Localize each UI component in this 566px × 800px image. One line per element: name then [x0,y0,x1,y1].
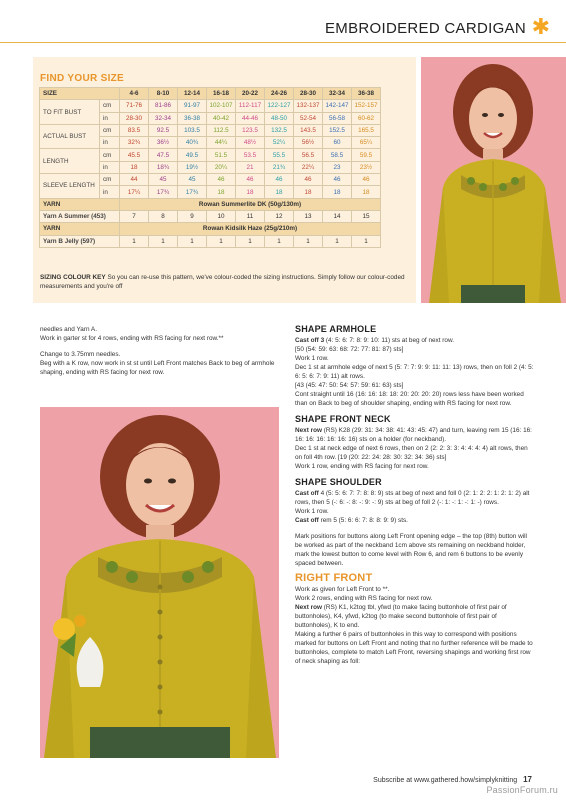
sizing-colour-key [40,273,412,291]
measurement-label: SLEEVE LENGTH [40,174,100,199]
page-footer [373,775,532,784]
size-header-cell: 24-26 [265,88,294,100]
left-column [40,325,278,384]
yarn-label: YARN [40,198,120,210]
measurement-value: 18 [120,161,149,173]
size-table-heading: FIND YOUR SIZE [40,73,125,84]
measurement-value: 142-147 [323,100,352,112]
measurement-value: 165.5 [352,124,381,136]
measurement-value: 53.5 [236,149,265,161]
size-header-cell: 12-14 [178,88,207,100]
yarn-quantity: 8 [149,210,178,222]
measurement-value: 102-107 [207,100,236,112]
page-section-title: EMBROIDERED CARDIGAN [324,20,526,37]
yarn-quantity: 12 [265,210,294,222]
size-header-cell: 4-6 [120,88,149,100]
yarn-quantity: 1 [323,235,352,247]
star-icon: ✱ [531,14,550,39]
unit-cell: cm [100,174,120,186]
measurement-value: 58.5 [323,149,352,161]
key-text: So you can re-use this pattern, we've colour-coded the sizing instructions. Simply follow our colour-coded measurements and you're off [40,274,405,290]
measurement-value: 36½ [149,137,178,149]
measurement-value: 56.5 [294,149,323,161]
measurement-value: 32-34 [149,112,178,124]
size-header-cell: 20-22 [236,88,265,100]
right-front-heading: RIGHT FRONT [295,572,373,584]
measurement-value: 83.5 [120,124,149,136]
neck-step-1: Next row (RS) K28 (29: 31: 34: 38: 41: 43: 45: 47) and turn, leaving rem 15 (16: 16: 16: 16: 16: 16: 16: 16) sts on a holder (for neckband). [295,427,532,443]
measurement-value: 18 [294,186,323,198]
measurement-label: TO FIT BUST [40,100,100,125]
yarn-name: Rowan Summerlite DK (50g/130m) [120,198,381,210]
bottom-photo [40,407,279,758]
measurement-value: 49.5 [178,149,207,161]
unit-cell: in [100,137,120,149]
left-para-3: Change to 3.75mm needles. [40,351,121,358]
unit-cell: cm [100,149,120,161]
key-label: SIZING COLOUR KEY [40,274,106,281]
left-para-4: Beg with a K row, now work in st st until Left Front matches Back to beg of armhole shaping, ending with RS facing for next row. [40,360,275,376]
measurement-value: 52¼ [265,137,294,149]
armhole-step-6: Cont straight until 16 (16: 16: 18: 18: 20: 20: 20: 20) rows less have been worked than on Back to beg of shoulder shaping, ending with RS facing for next row. [295,391,524,407]
size-header-row [40,88,381,100]
measurement-value: 23½ [352,161,381,173]
measurement-value: 17¾ [178,186,207,198]
measurement-value: 47.5 [149,149,178,161]
yarn-quantity: 1 [236,235,265,247]
yarn-quantity: 11 [236,210,265,222]
measurement-value: 51.5 [207,149,236,161]
measurement-value: 48½ [236,137,265,149]
measurement-value: 21¾ [265,161,294,173]
measurement-value: 55.5 [265,149,294,161]
yarn-quantity: 1 [207,235,236,247]
measurement-value: 45 [149,174,178,186]
measurement-value: 44 [120,174,149,186]
measurement-value: 91-97 [178,100,207,112]
yarn-quantity: 9 [178,210,207,222]
measurement-value: 46 [352,174,381,186]
yarn-quantity: 7 [120,210,149,222]
measurement-value: 46 [294,174,323,186]
right-column [295,325,535,666]
neck-step-2: Dec 1 st at neck edge of next 6 rows, then on 2 (2: 2: 3: 3: 4: 4: 4: 4) alt rows, then on foll 4th row. [19 (20: 22: 24: 28: 30: 32: 34: 36) sts] [295,445,528,461]
measurement-value: 152-157 [352,100,381,112]
measurement-value: 40¾ [178,137,207,149]
left-para-1: needles and Yarn A. [40,326,97,333]
measurement-value: 36-38 [178,112,207,124]
measurement-value: 52-54 [294,112,323,124]
woman-in-cardigan-illustration [421,57,566,303]
unit-cell: in [100,161,120,173]
measurement-value: 32¾ [120,137,149,149]
yarn-header-row [40,198,381,210]
measurement-value: 18¾ [149,161,178,173]
neck-step-3: Work 1 row, ending with RS facing for next row. [295,463,429,470]
size-header-cell: 16-18 [207,88,236,100]
measurement-value: 22¼ [294,161,323,173]
measurement-value: 103.5 [178,124,207,136]
measurement-value: 45 [178,174,207,186]
shoulder-step-2: Work 1 row. [295,508,329,515]
unit-cell: in [100,186,120,198]
measurement-row [40,149,381,161]
yarn-quantity: 1 [265,235,294,247]
measurement-value: 18 [265,186,294,198]
size-header-cell: 36-38 [352,88,381,100]
yarn-quantity: 1 [294,235,323,247]
measurement-value: 44¼ [207,137,236,149]
yarn-quantity: 1 [149,235,178,247]
measurement-value: 40-42 [207,112,236,124]
measurement-value: 28-30 [120,112,149,124]
yarn-quantity: 13 [294,210,323,222]
yarn-quantity: 10 [207,210,236,222]
measurement-value: 46 [236,174,265,186]
right-front-step-2: Work 2 rows, ending with RS facing for next row. [295,595,433,602]
yarn-quantity: 1 [120,235,149,247]
shape-front-neck-heading: SHAPE FRONT NECK [295,414,391,424]
size-label-cell: SIZE [40,88,120,100]
yarn-name: Rowan Kidsilk Haze (25g/210m) [120,223,381,235]
armhole-step-1: Cast off 3 (4: 5: 6: 7: 8: 9: 10: 11) sts at beg of next row. [295,337,455,344]
armhole-step-5: [43 (45: 47: 50: 54: 57: 59: 61: 63) sts] [295,382,404,389]
measurement-value: 92.5 [149,124,178,136]
measurement-value: 81-86 [149,100,178,112]
size-table [39,87,381,248]
button-positions: Mark positions for buttons along Left Front opening edge – the top (8th) button will be worked as part of the neckband 1cm above sts remaining on neckband holder, mark the lowest button to come level with Row 6, and rem 6 buttons to be evenly spaced between. [295,533,527,567]
measurement-value: 17¾ [149,186,178,198]
yarn-header-row [40,223,381,235]
measurement-value: 132.5 [265,124,294,136]
shape-shoulder-heading: SHAPE SHOULDER [295,477,382,487]
measurement-value: 60 [323,137,352,149]
armhole-step-4: Dec 1 st at armhole edge of next 5 (5: 7: 7: 9: 9: 11: 11: 13) rows, then on foll 2 (4: 5: 6: 5: 6: 7: 9: 11) alt rows. [295,364,534,380]
yarn-quantity-row [40,210,381,222]
measurement-value: 18 [236,186,265,198]
measurement-row [40,100,381,112]
right-front-step-4: Making a further 6 pairs of buttonholes in this way to correspond with positions marked for buttons on Left Front and noting that no further reference will be made to buttonholes, complete to match Left Front, reversing shapings and working first row of neck shaping as foll: [295,631,533,665]
measurement-label: ACTUAL BUST [40,124,100,149]
measurement-value: 122-127 [265,100,294,112]
measurement-value: 46 [323,174,352,186]
measurement-value: 56½ [294,137,323,149]
unit-cell: cm [100,100,120,112]
unit-cell: in [100,112,120,124]
yarn-label: YARN [40,223,120,235]
header-divider [0,42,566,43]
measurement-value: 18 [323,186,352,198]
measurement-value: 19½ [178,161,207,173]
size-header-cell: 8-10 [149,88,178,100]
watermark: PassionForum.ru [486,785,558,795]
measurement-label: LENGTH [40,149,100,174]
right-front-step-3: Next row (RS) K1, k2tog tbl, yfwd (to make facing buttonhole of first pair of buttonholes), K4, yfwd, k2tog (to make second buttonhole of first pair of buttonholes), K to end. [295,604,507,629]
shape-armhole-heading: SHAPE ARMHOLE [295,324,377,334]
measurement-value: 20¼ [207,161,236,173]
yarn-row-label: Yarn A Summer (453) [40,210,120,222]
yarn-quantity-row [40,235,381,247]
page-number: 17 [523,775,532,784]
woman-with-vase-illustration [40,407,279,758]
measurement-value: 132-137 [294,100,323,112]
measurement-value: 112-117 [236,100,265,112]
measurement-value: 18 [207,186,236,198]
size-header-cell: 28-30 [294,88,323,100]
yarn-quantity: 14 [323,210,352,222]
yarn-row-label: Yarn B Jelly (597) [40,235,120,247]
left-para-2: Work in garter st for 4 rows, ending with RS facing for next row.** [40,335,224,342]
measurement-value: 65¼ [352,137,381,149]
measurement-value: 48-50 [265,112,294,124]
armhole-step-3: Work 1 row. [295,355,329,362]
measurement-value: 18 [352,186,381,198]
measurement-value: 45.5 [120,149,149,161]
size-header-cell: 32-34 [323,88,352,100]
measurement-value: 17¼ [120,186,149,198]
measurement-value: 21 [236,161,265,173]
measurement-value: 143.5 [294,124,323,136]
top-photo [421,57,566,303]
measurement-row [40,174,381,186]
measurement-value: 23 [323,161,352,173]
yarn-quantity: 1 [352,235,381,247]
measurement-value: 59.5 [352,149,381,161]
measurement-value: 60-62 [352,112,381,124]
measurement-value: 152.5 [323,124,352,136]
right-front-step-1: Work as given for Left Front to **. [295,586,390,593]
measurement-row [40,124,381,136]
measurement-value: 71-76 [120,100,149,112]
measurement-value: 44-46 [236,112,265,124]
subscribe-link[interactable]: Subscribe at www.gathered.how/simplyknitting [373,777,518,784]
shoulder-step-3: Cast off rem 5 (5: 6: 6: 7: 8: 8: 9: 9) sts. [295,517,408,524]
measurement-value: 46 [207,174,236,186]
measurement-value: 56-58 [323,112,352,124]
yarn-quantity: 1 [178,235,207,247]
yarn-quantity: 15 [352,210,381,222]
armhole-step-2: [50 (54: 59: 63: 68: 72: 77: 81: 87) sts] [295,346,404,353]
unit-cell: cm [100,124,120,136]
measurement-value: 46 [265,174,294,186]
measurement-value: 123.5 [236,124,265,136]
shoulder-step-1: Cast off 4 (5: 5: 6: 7: 7: 8: 8: 9) sts at beg of next and foll 0 (2: 1: 2: 2: 1: 2: 1: 2) alt rows, then 5 (-: 6: -: 8: -: 9: -: 9) sts at beg of foll 2 (-: 1: -: 1: -: 1: -) rows. [295,490,530,506]
measurement-value: 112.5 [207,124,236,136]
